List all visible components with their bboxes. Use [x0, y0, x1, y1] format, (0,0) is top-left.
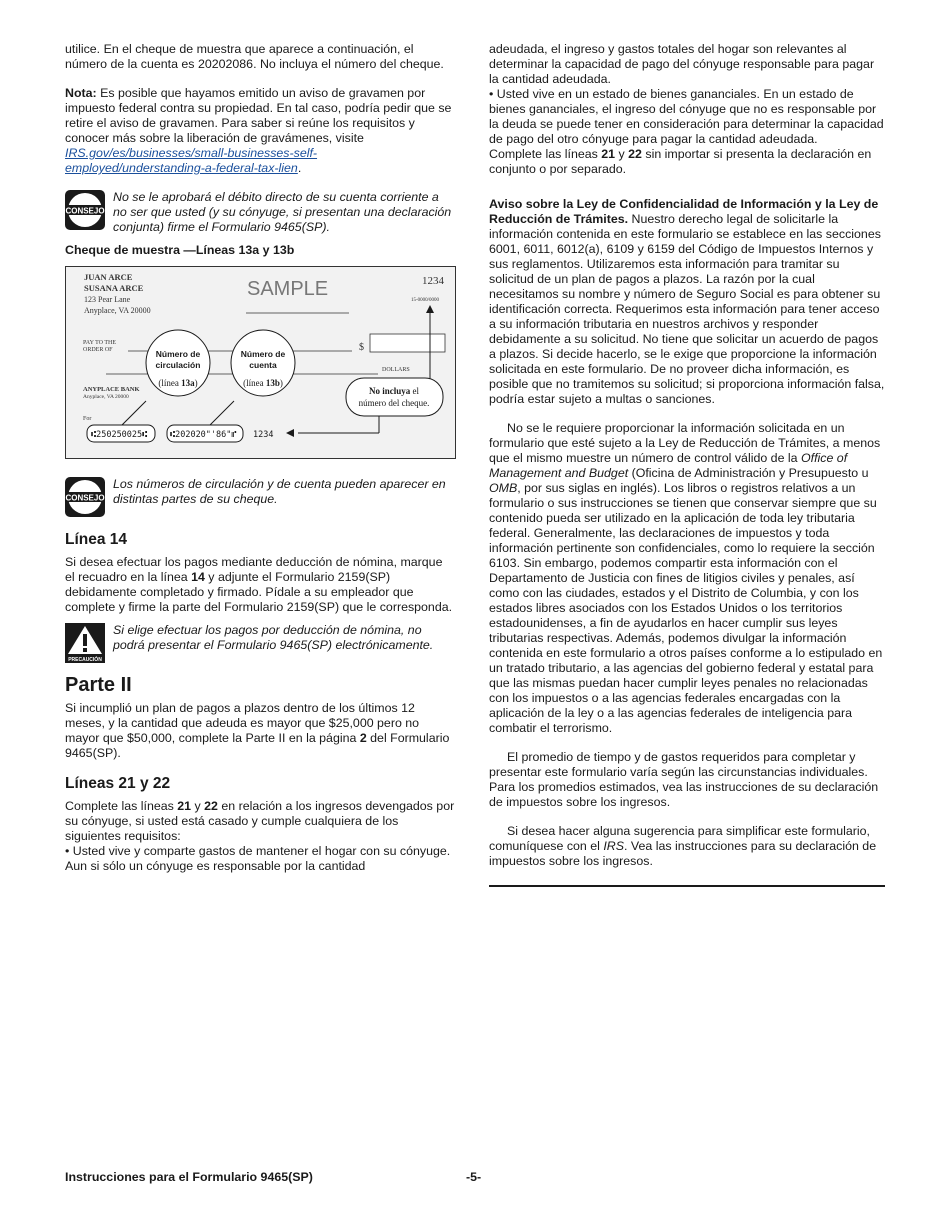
tip-text: Los números de circulación y de cuenta pueden aparecer en distintas partes de su cheque. — [113, 477, 446, 506]
consejo-icon — [65, 190, 105, 230]
consejo-icon — [65, 477, 105, 517]
account-line-ref: (línea 13b) — [243, 378, 283, 388]
pay-to-label-1: PAY TO THE — [83, 340, 117, 346]
check-name-2: SUSANA ARCE — [84, 283, 144, 293]
consejo-icon-label: CONSEJO — [65, 493, 105, 503]
parte-2-paragraph: Si incumplió un plan de pagos a plazos dentro de los últimos 12 meses, y la cantidad que adeuda es mayor que $25,000 pero no mayor que $50,000, complete la Parte II en la página 2 del Formulario 9465(SP). — [65, 701, 450, 760]
micr-account-number: ⑆202020"'86"⑈ — [170, 430, 237, 440]
paragraph: utilice. En el cheque de muestra que aparece a continuación, el número de la cuenta es 20202086. No incluya el número del cheque. — [65, 42, 444, 71]
bullet-item: • Usted vive y comparte gastos de mantener el hogar con su cónyuge. Aun si sólo un cónyuge es responsable por la cantidad — [65, 844, 451, 873]
section-rule — [489, 885, 885, 887]
nota-label: Nota: — [65, 86, 97, 100]
routing-line-ref: (línea 13a) — [158, 378, 198, 388]
nota-paragraph — [65, 86, 455, 176]
nota-end: . — [297, 161, 302, 175]
tip-text: No se le aprobará el débito directo de su cuenta corriente a no ser que usted (y su cónyuge, si presentan una declaración conjunta) firme el Formulario 9465(SP). — [113, 190, 452, 234]
check-address-1: 123 Pear Lane — [84, 295, 131, 304]
caution-text: Si elige efectuar los pagos por deducción de nómina, no podrá presentar el Formulario 9465(SP) electrónicamente. — [113, 623, 434, 652]
bank-name: ANYPLACE BANK — [83, 386, 140, 393]
sample-watermark: SAMPLE — [247, 278, 329, 300]
heading-parte-2: Parte II — [65, 674, 132, 696]
check-fraction: 15-0000/0000 — [411, 298, 440, 303]
caution-icon-label: PRECAUCIÓN — [68, 657, 102, 663]
no-include-note-1: No incluya el — [368, 386, 420, 396]
consejo-icon-label: CONSEJO — [65, 206, 105, 216]
check-graphic — [66, 267, 455, 458]
linea-14-paragraph: Si desea efectuar los pagos mediante deducción de nómina, marque el recuadro en la línea 14 y adjunte el Formulario 2159(SP) debidamente completado y firmado. Pídale a su empleador que complete y firme la parte del Formulario 2159(SP) que le corresponda. — [65, 555, 453, 614]
paragraph: adeudada, el ingreso y gastos totales del hogar son relevantes al determinar la capacidad de pago del cónyuge responsable para pagar la cantidad adeudada. — [489, 42, 875, 86]
page-number: -5- — [466, 1170, 482, 1184]
complete-paragraph: Complete las líneas 21 y 22 sin importar si presenta la declaración en conjunto o por separado. — [489, 147, 872, 176]
routing-label-2: circulación — [155, 360, 201, 370]
sample-check — [65, 266, 456, 459]
micr-routing-number: ⑆250250025⑆ — [91, 430, 148, 440]
check-address-2: Anyplace, VA 20000 — [84, 306, 151, 315]
caution-note — [65, 623, 455, 663]
check-caption: Cheque de muestra —Líneas 13a y 13b — [65, 243, 295, 257]
nota-text: Es posible que hayamos emitido un aviso de gravamen por impuesto federal contra su propiedad. En tal caso, podría pedir que se retire el aviso de gravamen. Para saber si reúne los requisitos y conocer más sobre la liberación de gravámenes, visite — [65, 86, 452, 145]
heading-linea-14: Línea 14 — [65, 531, 128, 548]
check-number: 1234 — [422, 275, 444, 287]
account-label-2: cuenta — [249, 360, 277, 370]
micr-check-number: 1234 — [253, 430, 274, 440]
bullet-item: • Usted vive en un estado de bienes gananciales. En un estado de bienes gananciales, el ingreso del cónyuge que no es responsable por la deuda se puede tener en consideración para determinar la capacidad de pago del otro cónyuge para pagar la cantidad adeudada. — [489, 87, 884, 146]
caution-icon — [65, 623, 105, 663]
account-label-1: Número de — [240, 349, 286, 359]
tip-consejo-2 — [65, 477, 455, 517]
paragraph: No se le requiere proporcionar la información solicitada en un formulario que esté sujeto a la Ley de Reducción de Trámites, a menos que el mismo muestre un número de control válido de la Office of Management and Budget (Oficina de Administración y Presupuesto u OMB, por sus siglas en inglés). Los libros o registros relativos a un formulario o sus instrucciones se tienen que conservar siempre que su contenido pueda ser utilizado en la aplicación de toda ley tributaria federal. Generalmente, las declaraciones de impuestos y toda información pertinente son confidenciales, como lo requiere la sección 6103. Sin embargo, podemos compartir esta información con el Departamento de Justicia con fines de litigios civiles y penales, así como con las ciudades, estados y el Distrito de Columbia, y con los estados libres asociados con los Estados Unidos o los territorios estadounidenses, a fin de ayudarlos en hacer cumplir sus leyes tributarias respectivas. Además, podemos divulgar la información contenida en este formulario a otros países conforme a lo estipulado en un tratado tributario, a las agencias del gobierno federal y estatal para que las mismas puedan hacer cumplir leyes penales no relacionadas con los impuestos o a las agencias federales encargadas con la aplicación de la ley o a las agencias federales de inteligencia para combatir el terrorismo. — [489, 421, 883, 735]
privacy-notice-title: Aviso sobre la Ley de Confidencialidad de Información y la Ley de Reducción de Trámites. — [489, 197, 879, 226]
footer-title: Instrucciones para el Formulario 9465(SP) — [65, 1170, 313, 1184]
pay-to-label-2: ORDER OF — [83, 347, 113, 353]
for-label: For — [83, 416, 92, 422]
routing-label-1: Número de — [155, 349, 201, 359]
dollar-sign: $ — [359, 342, 364, 353]
paragraph: Si desea hacer alguna sugerencia para simplificar este formulario, comuníquese con el IRS. Vea las instrucciones para su declaración de impuestos sobre los ingresos. — [489, 824, 877, 868]
bank-address: Anyplace, VA 20000 — [83, 394, 129, 400]
privacy-notice-paragraph: Aviso sobre la Ley de Confidencialidad de Información y la Ley de Reducción de Trámites. Nuestro derecho legal de solicitarle la información contenida en este formulario se establece en las secciones 6001, 6011, 6012(a), 6109 y 6159 del Código de Impuestos Internos y sus reglamentos. Utilizaremos esta información para tramitar su solicitud de un plan de pagos a plazos. La razón por la cual necesitamos su nombre y número de Seguro Social es para obtener su identificación correcta. Requerimos esta información para tener acceso a su información tributaria en nuestros archivos y responder debidamente a su solicitud. No tiene que solicitar un acuerdo de pagos a plazos. Si decide hacerlo, se le exige que proporcione la información solicitada en este formulario. De no proveer dicha información, es posible que no tramitemos su solicitud; si proporciona información falsa, podría estar sujeto a multas o sanciones. — [489, 197, 885, 406]
dollars-label: DOLLARS — [382, 367, 410, 373]
check-name-1: JUAN ARCE — [84, 272, 133, 282]
right-column — [489, 42, 885, 887]
left-column — [65, 42, 455, 874]
paragraph: El promedio de tiempo y de gastos requeridos para completar y presentar este formulario varía según las circunstancias individuales. Para los promedios estimados, vea las instrucciones de su declaración de impuestos sobre los ingresos. — [489, 750, 879, 809]
heading-lineas-21-22: Líneas 21 y 22 — [65, 775, 171, 792]
no-include-note-2: número del cheque. — [358, 398, 430, 408]
tip-consejo-1 — [65, 190, 455, 235]
lineas-21-paragraph: Complete las líneas 21 y 22 en relación a los ingresos devengados por su cónyuge, si usted está casado y cumple cualquiera de los siguientes requisitos: — [65, 799, 455, 843]
lien-link[interactable]: IRS.gov/es/businesses/small-businesses-self-employed/understanding-a-federal-tax-lien — [65, 146, 318, 175]
